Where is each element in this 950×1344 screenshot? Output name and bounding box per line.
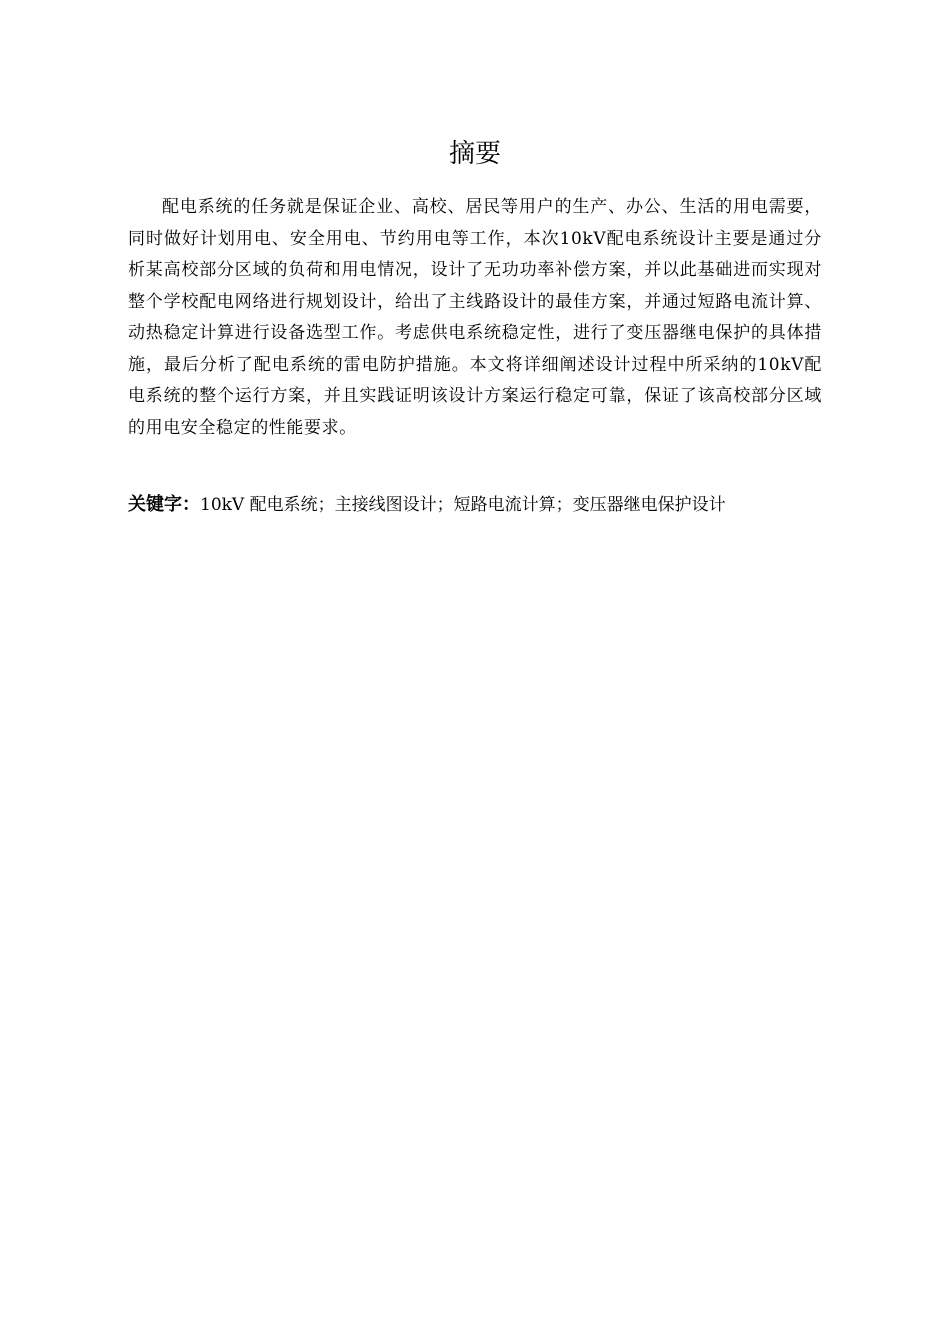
abstract-body: 配电系统的任务就是保证企业、高校、居民等用户的生产、办公、生活的用电需要，同时做好计划用电、安全用电、节约用电等工作，本次10kV配电系统设计主要是通过分析某高校部分区域的负荷和用电情况，设计了无功功率补偿方案，并以此基础进而实现对整个学校配电网络进行规划设计，给出了主线路设计的最佳方案，并通过短路电流计算、动热稳定计算进行设备选型工作。考虑供电系统稳定性，进行了变压器继电保护的具体措施，最后分析了配电系统的雷电防护措施。本文将详细阐述设计过程中所采纳的10kV配电系统的整个运行方案，并且实践证明该设计方案运行稳定可靠，保证了该高校部分区域的用电安全稳定的性能要求。 [128,197,822,438]
keywords-line [128,490,822,520]
abstract-title: 摘要 [448,139,501,169]
keywords-text: 10kV 配电系统；主接线图设计；短路电流计算；变压器继电保护设计 [200,495,726,515]
keywords-label: 关键字： [128,494,200,515]
